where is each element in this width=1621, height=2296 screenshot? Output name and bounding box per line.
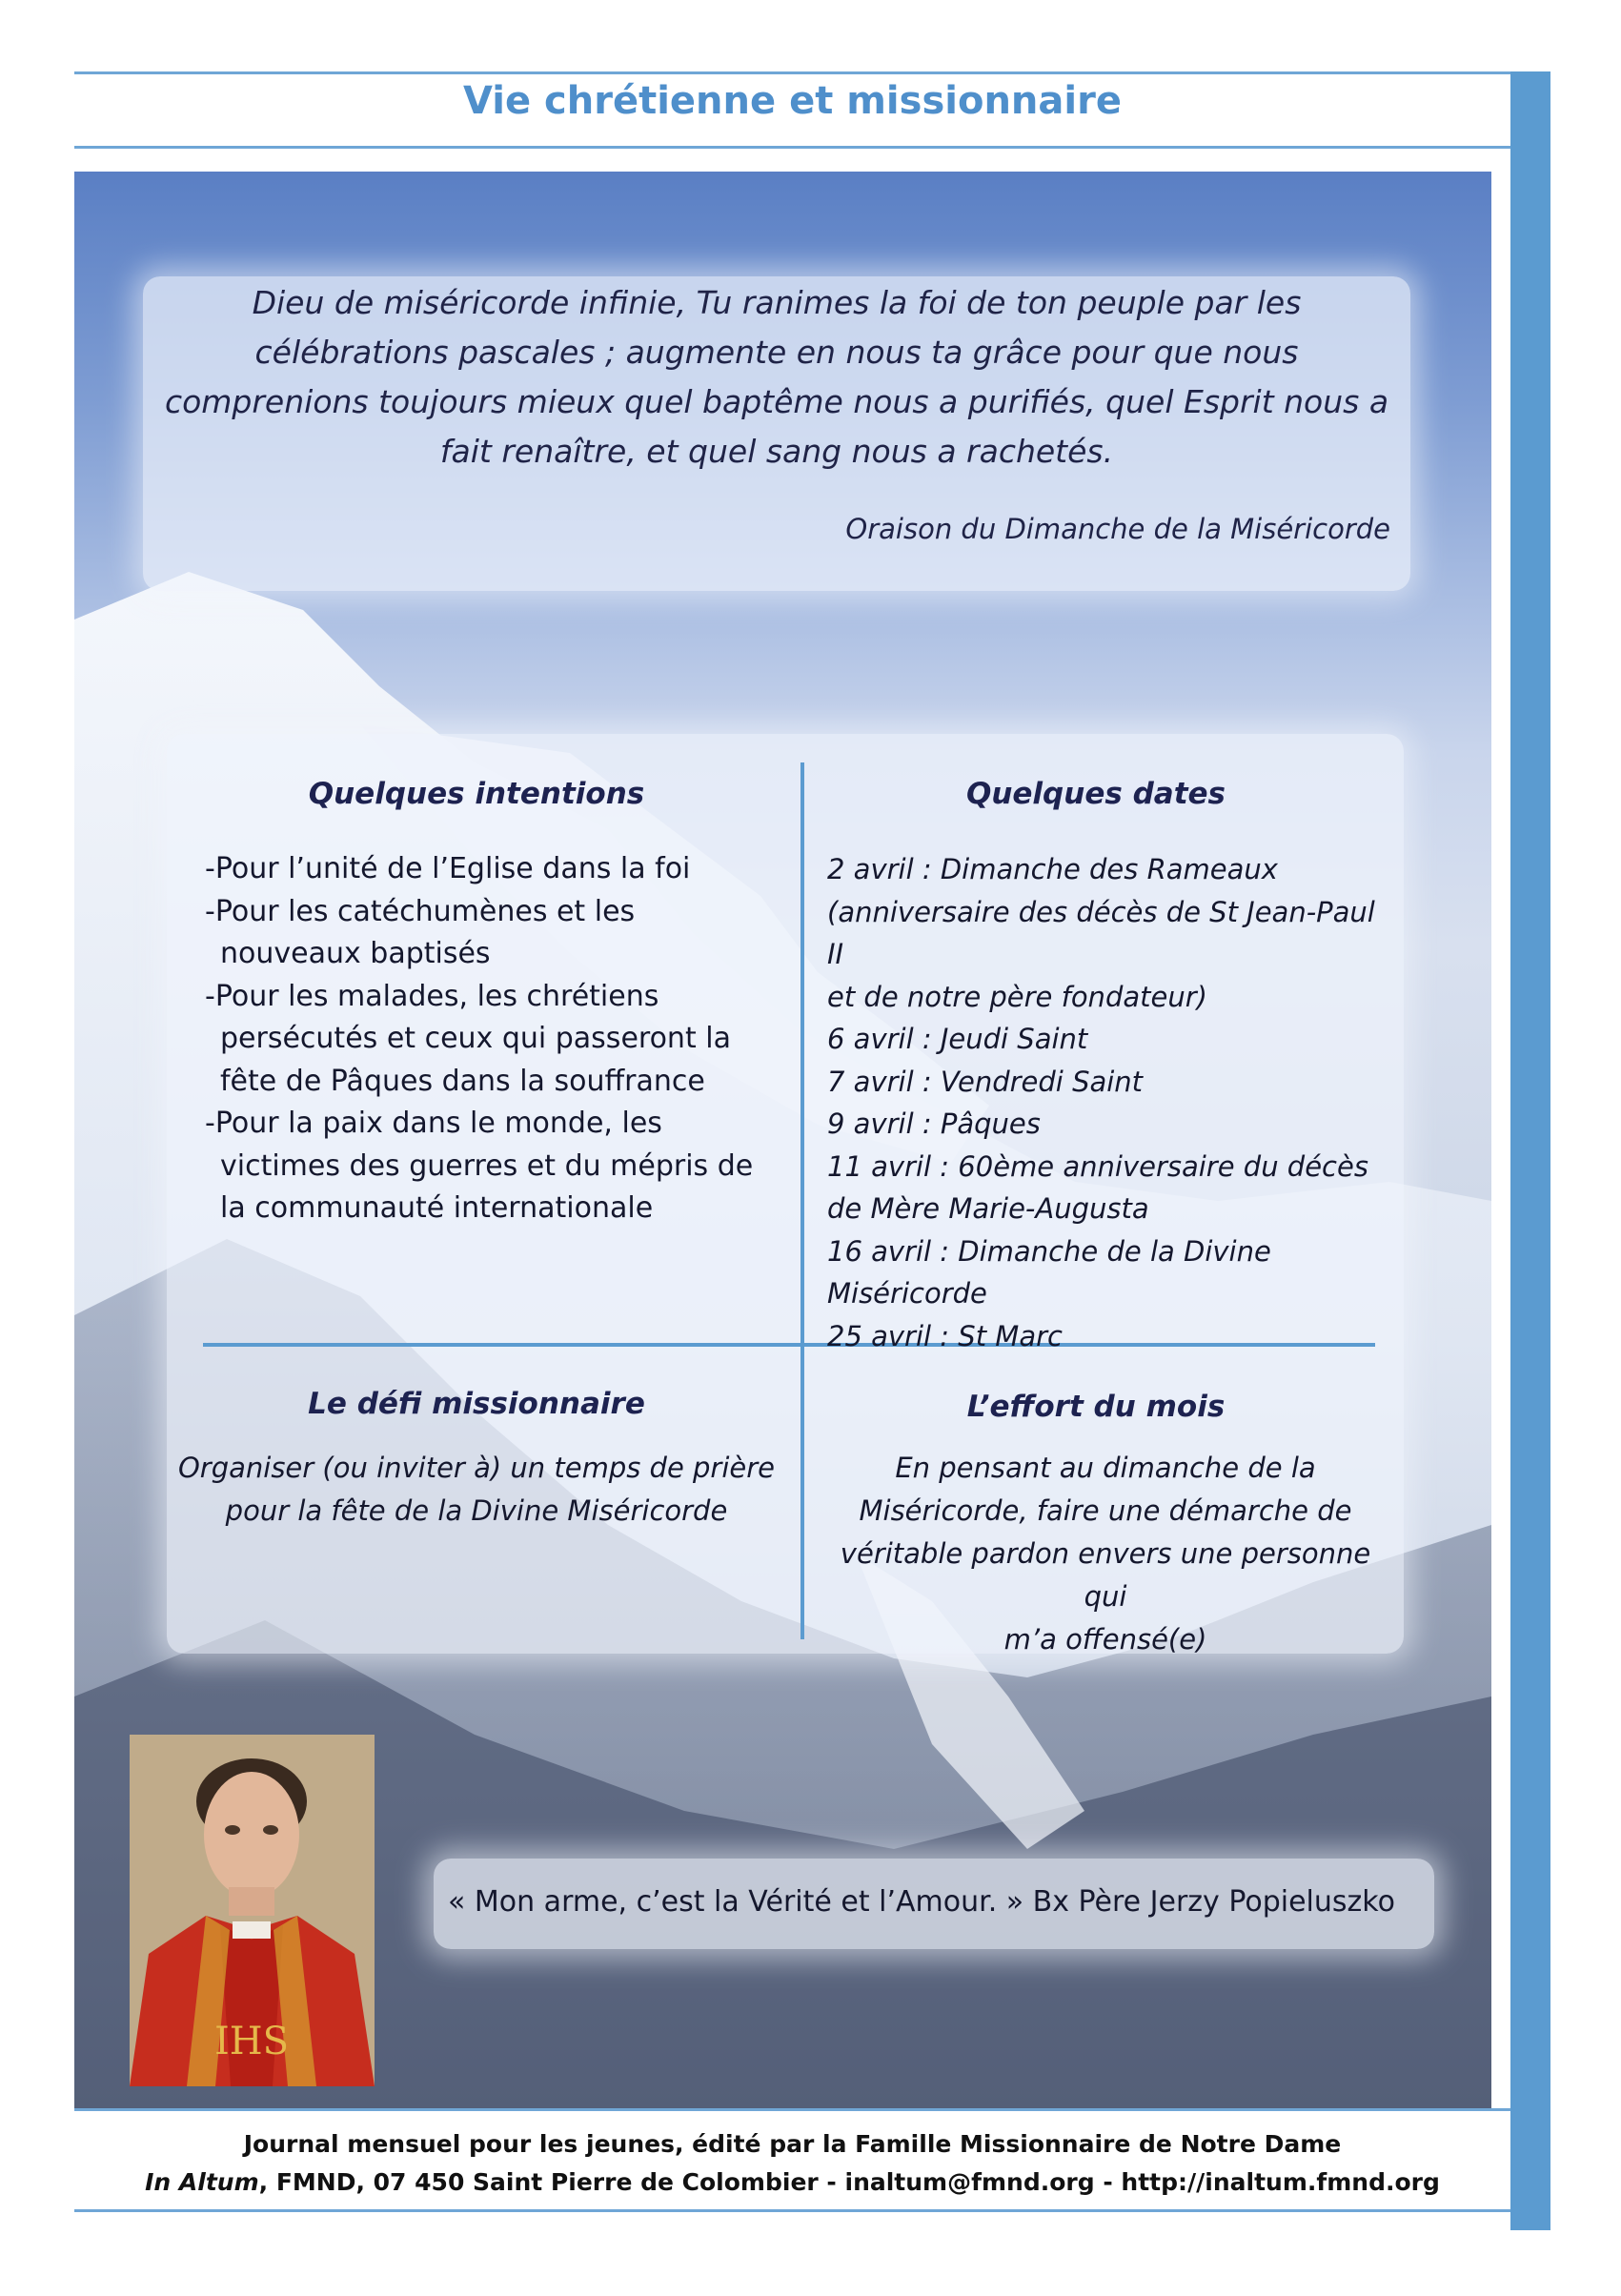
effort-heading: L’effort du mois <box>966 1390 1226 1424</box>
page-title: Vie chrétienne et missionnaire <box>463 79 1122 123</box>
portrait-image <box>130 1735 375 2086</box>
prayer-line: célébrations pascales ; augmente en nous ta grâce pour que nous <box>254 334 1299 371</box>
publication-name: In Altum <box>145 2168 259 2196</box>
text-line: véritable pardon envers une personne qui <box>840 1537 1371 1613</box>
dates-list <box>827 848 1399 1357</box>
list-item: persécutés et ceux qui passeront la <box>220 1022 731 1055</box>
list-item: Miséricorde <box>827 1277 987 1310</box>
prayer-line: comprenions toujours mieux quel baptême nous a purifiés, quel Esprit nous a <box>164 383 1389 420</box>
list-item: fête de Pâques dans la souffrance <box>220 1064 705 1098</box>
side-accent-bar <box>1510 71 1550 2230</box>
list-item: 9 avril : Pâques <box>827 1107 1041 1140</box>
header-rule-bottom <box>74 146 1510 149</box>
list-item: 7 avril : Vendredi Saint <box>827 1065 1144 1098</box>
text-line: m’a offensé(e) <box>1003 1623 1207 1656</box>
text-line: Miséricorde, faire une démarche de <box>859 1494 1352 1527</box>
dates-heading: Quelques dates <box>965 777 1226 811</box>
list-item: 2 avril : Dimanche des Rameaux <box>827 853 1278 885</box>
list-item: et de notre père fondateur) <box>827 980 1207 1013</box>
prayer-line: fait renaître, et quel sang nous a rachetés. <box>439 433 1114 470</box>
text-line: En pensant au dimanche de la <box>895 1452 1316 1484</box>
svg-text:IHS: IHS <box>213 2020 290 2063</box>
list-item: nouveaux baptisés <box>220 937 491 970</box>
effort-text <box>820 1447 1391 1661</box>
footer-line-2 <box>74 2168 1510 2196</box>
list-item: de Mère Marie-Augusta <box>827 1192 1149 1225</box>
footer-line-1: Journal mensuel pour les jeunes, édité par la Famille Missionnaire de Notre Dame <box>243 2130 1342 2158</box>
list-item: 11 avril : 60ème anniversaire du décès <box>827 1149 1368 1183</box>
list-item: 6 avril : Jeudi Saint <box>827 1023 1088 1055</box>
list-item: 16 avril : Dimanche de la Divine <box>827 1234 1271 1268</box>
prayer-text <box>143 278 1410 477</box>
list-item: victimes des guerres et du mépris de <box>220 1148 754 1183</box>
list-item: 25 avril : St Marc <box>827 1319 1063 1352</box>
defi-heading: Le défi missionnaire <box>308 1387 645 1421</box>
quote-text: « Mon arme, c’est la Vérité et l’Amour. » Bx Père Jerzy Popieluszko <box>448 1885 1395 1919</box>
list-item: -Pour les catéchumènes et les <box>205 894 636 928</box>
intentions-list <box>205 848 777 1230</box>
defi-text <box>172 1447 781 1533</box>
list-item: la communauté internationale <box>220 1191 654 1225</box>
footer-rule-bottom <box>74 2209 1510 2212</box>
list-item: (anniversaire des décès de St Jean-Paul II <box>827 895 1375 970</box>
intentions-heading: Quelques intentions <box>308 777 645 811</box>
text-line: Organiser (ou inviter à) un temps de prière <box>177 1452 776 1484</box>
prayer-source: Oraison du Dimanche de la Miséricorde <box>845 513 1390 545</box>
list-item: -Pour l’unité de l’Eglise dans la foi <box>205 852 691 885</box>
footer-rule-top <box>74 2108 1510 2111</box>
footer-address: , FMND, 07 450 Saint Pierre de Colombier - inaltum@fmnd.org - http://inaltum.fmnd.org <box>258 2168 1440 2196</box>
list-item: -Pour la paix dans le monde, les <box>205 1107 662 1140</box>
list-item: -Pour les malades, les chrétiens <box>205 979 659 1013</box>
vertical-divider <box>800 762 804 1639</box>
text-line: pour la fête de la Divine Miséricorde <box>225 1494 728 1527</box>
prayer-line: Dieu de miséricorde infinie, Tu ranimes la foi de ton peuple par les <box>252 284 1302 321</box>
